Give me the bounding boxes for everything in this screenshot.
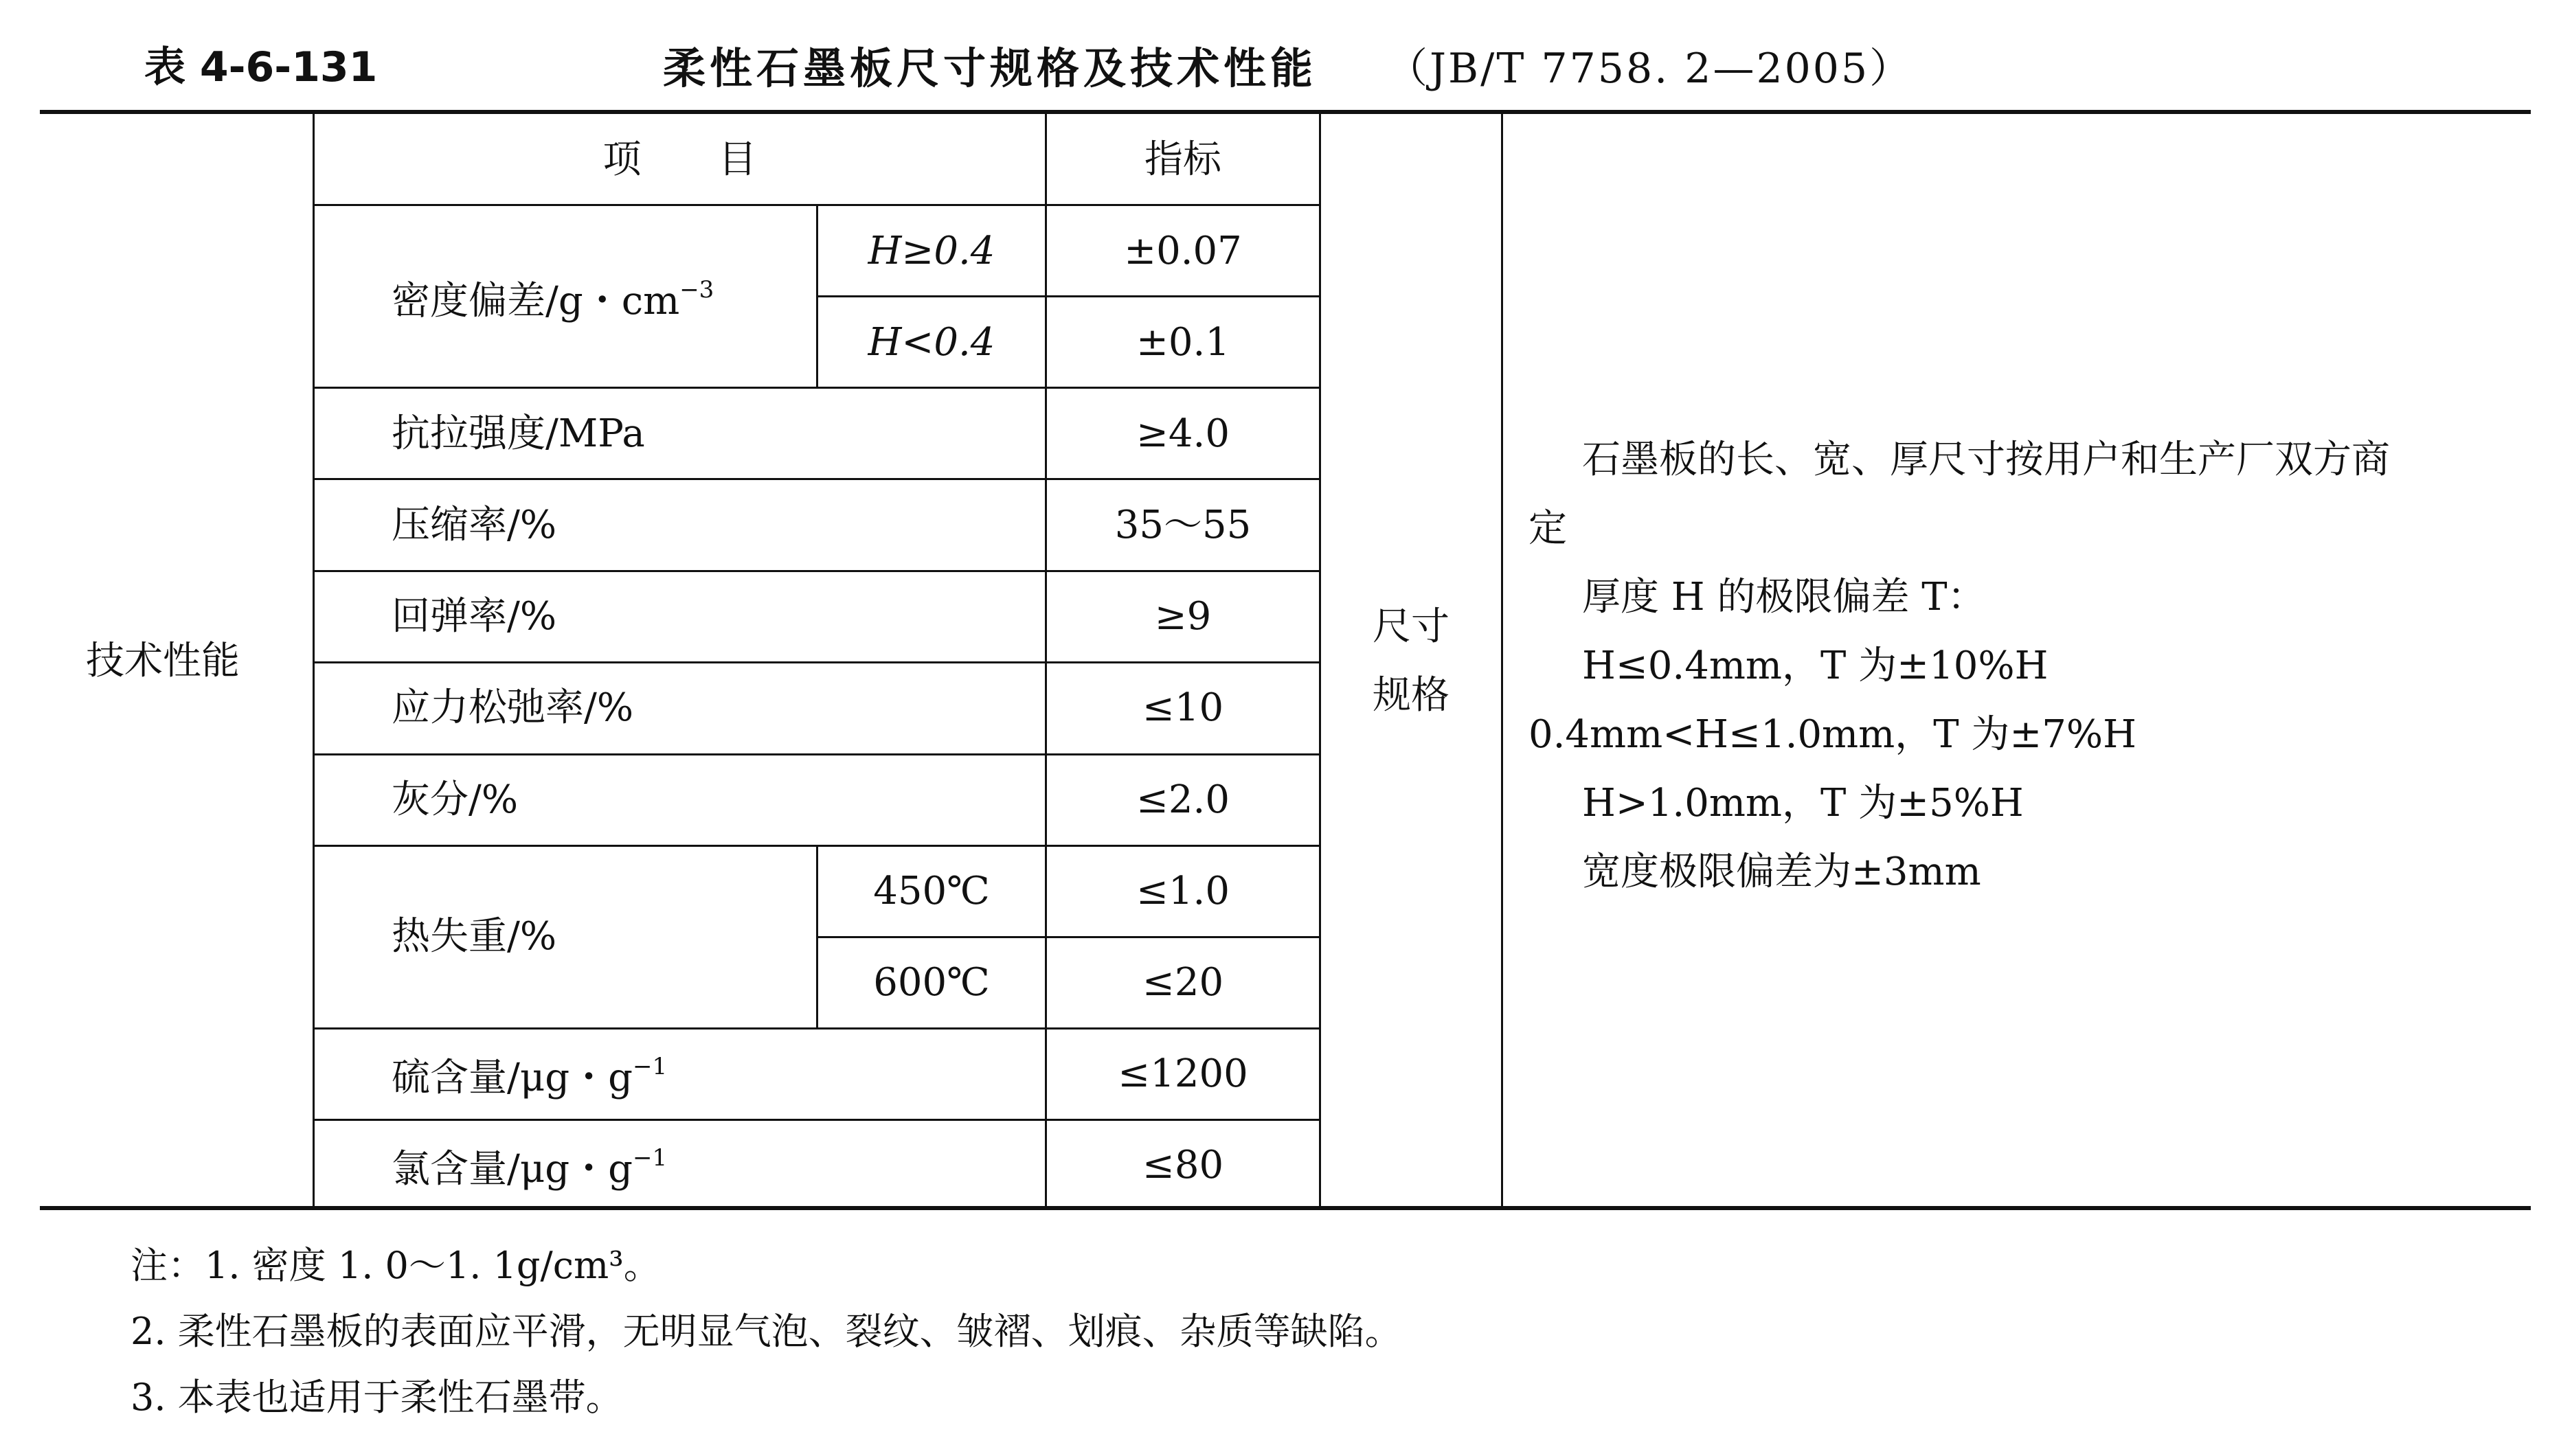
- density-exponent: −3: [679, 276, 714, 304]
- spec-line: 定: [1528, 506, 1567, 551]
- row-label-tensile: 抗拉强度/MPa: [392, 411, 645, 456]
- grid-line: [816, 295, 1321, 297]
- row-label-heat-loss: 热失重/%: [392, 914, 557, 959]
- density-value-1: ±0.07: [1124, 229, 1242, 273]
- spec-line: H>1.0mm，T 为±5%H: [1582, 781, 2024, 826]
- row-value-ash: ≤2.0: [1136, 777, 1230, 822]
- grid-line: [313, 753, 1321, 755]
- row-label-density: [392, 278, 714, 321]
- table-number: 表 4-6-131: [144, 43, 378, 91]
- spec-line: 宽度极限偏差为±3mm: [1582, 850, 1981, 894]
- chlorine-exponent: −1: [632, 1144, 668, 1172]
- grid-line: [313, 387, 1321, 389]
- grid-line: [313, 845, 1321, 847]
- row-label-stress-relaxation: 应力松弛率/%: [392, 685, 634, 730]
- column-header-index: 指标: [1144, 137, 1221, 182]
- row-label-compression: 压缩率/%: [392, 503, 557, 547]
- section-label-tech: 技术性能: [86, 639, 240, 683]
- chlorine-label-text: 氯含量/μg・g: [392, 1147, 633, 1192]
- heat-loss-condition-1: 450℃: [873, 869, 990, 913]
- density-condition-1: H≥0.4: [868, 229, 995, 273]
- sulfur-label-text: 硫含量/μg・g: [392, 1056, 633, 1100]
- row-value-rebound: ≥9: [1154, 594, 1212, 639]
- spec-line: 石墨板的长、宽、厚尺寸按用户和生产厂双方商: [1582, 437, 2390, 482]
- size-spec-text: [1528, 426, 2504, 907]
- spec-line: 厚度 H 的极限偏差 T：: [1582, 575, 1986, 619]
- density-label-text: 密度偏差/g・cm: [392, 279, 680, 323]
- density-value-2: ±0.1: [1136, 320, 1230, 365]
- grid-line: [1045, 112, 1047, 1208]
- grid-line: [313, 112, 315, 1208]
- spec-line: 0.4mm<H≤1.0mm，T 为±7%H: [1528, 712, 2136, 757]
- grid-line: [313, 1027, 1321, 1030]
- row-value-stress-relaxation: ≤10: [1142, 685, 1224, 730]
- section-label-size-2: 规格: [1373, 673, 1449, 718]
- note-line: 注：1. 密度 1. 0～1. 1g/cm³。: [131, 1244, 661, 1287]
- note-line: 3. 本表也适用于柔性石墨带。: [131, 1376, 623, 1419]
- row-value-compression: 35～55: [1114, 503, 1252, 547]
- heat-loss-condition-2: 600℃: [873, 960, 990, 1005]
- grid-line: [313, 204, 1321, 206]
- grid-line: [313, 478, 1321, 480]
- standard-code: （JB/T 7758. 2—2005）: [1386, 45, 1913, 93]
- grid-line: [313, 1119, 1321, 1121]
- grid-line: [1501, 112, 1503, 1208]
- spec-line: H≤0.4mm，T 为±10%H: [1582, 644, 2049, 688]
- grid-line: [1319, 112, 1321, 1208]
- sulfur-exponent: −1: [632, 1053, 668, 1080]
- grid-line: [313, 570, 1321, 572]
- grid-line: [816, 936, 1321, 938]
- row-value-sulfur: ≤1200: [1118, 1051, 1248, 1096]
- row-label-ash: 灰分/%: [392, 777, 519, 822]
- column-header-item: 项 目: [602, 137, 757, 182]
- row-label-rebound: 回弹率/%: [392, 594, 557, 639]
- table-title: 柔性石墨板尺寸规格及技术性能: [663, 43, 1318, 93]
- section-label-size-1: 尺寸: [1373, 604, 1449, 649]
- row-label-chlorine: [392, 1144, 668, 1192]
- top-rule: [40, 110, 2531, 114]
- note-line: 2. 柔性石墨板的表面应平滑，无明显气泡、裂纹、皱褶、划痕、杂质等缺陷。: [131, 1310, 1402, 1353]
- row-value-chlorine: ≤80: [1142, 1143, 1224, 1187]
- grid-line: [313, 661, 1321, 663]
- density-condition-2: H<0.4: [868, 320, 995, 365]
- row-label-sulfur: [392, 1053, 668, 1100]
- row-value-tensile: ≥4.0: [1136, 411, 1230, 456]
- bottom-rule: [40, 1206, 2531, 1210]
- heat-loss-value-2: ≤20: [1142, 960, 1224, 1005]
- heat-loss-value-1: ≤1.0: [1136, 869, 1230, 913]
